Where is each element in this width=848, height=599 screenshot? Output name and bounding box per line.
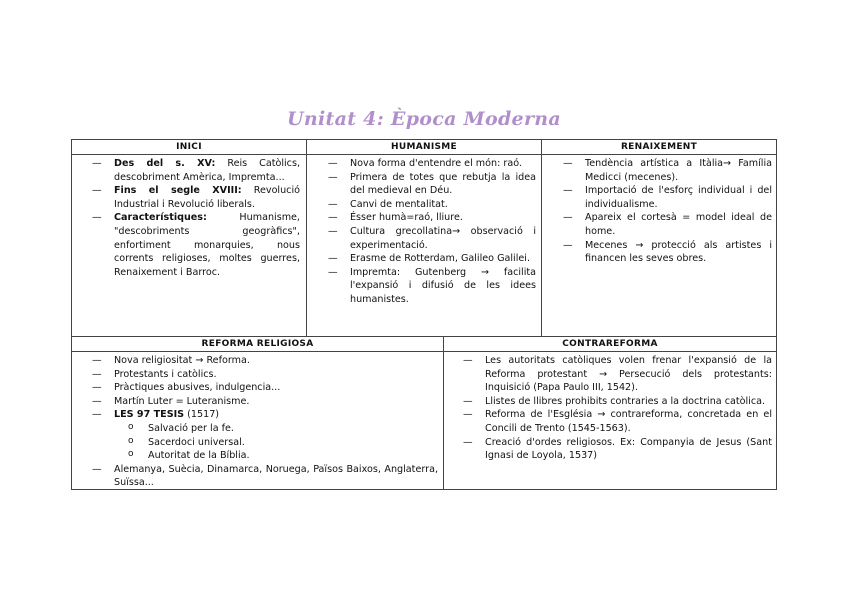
- sub-item: o Sacerdoci universal.: [90, 436, 438, 450]
- page-title: Unitat 4: Època Moderna: [287, 108, 561, 130]
- sub-item: o Autoritat de la Bíblia.: [90, 449, 438, 463]
- list-item: — Creació d'ordes religiosos. Ex: Companyia de Jesus (Sant Ignasi de Loyola, 1537): [461, 436, 772, 463]
- humanisme-header: HUMANISME: [307, 140, 541, 155]
- list-item: — Característiques: Humanisme, "descobriments geogràfics", enfortiment monarquies, nous corrents religioses, moltes guerres, Renaixement i Barroc.: [90, 211, 300, 279]
- list-item: — Canvi de mentalitat.: [326, 198, 536, 212]
- reforma-header: REFORMA RELIGIOSA: [72, 337, 443, 352]
- list-item: — Fins el segle XVIII: Revolució Industrial i Revolució liberals.: [90, 184, 300, 211]
- humanisme-content: [326, 157, 536, 307]
- list-item: — Les autoritats catòliques volen frenar l'expansió de la Reforma protestant → Persecució dels protestants: Inquisició (Papa Paulo III, 1542).: [461, 354, 772, 395]
- list-item: — Protestants i catòlics.: [90, 368, 438, 382]
- list-item: — Reforma de l'Església → contrareforma, concretada en el Concili de Trento (1545-1563).: [461, 408, 772, 435]
- list-item: — Des del s. XV: Reis Catòlics, descobriment Amèrica, Impremta...: [90, 157, 300, 184]
- sub-item: o Salvació per la fe.: [90, 422, 438, 436]
- list-item: — Importació de l'esforç individual i del individualisme.: [561, 184, 772, 211]
- renaixement-header: RENAIXEMENT: [542, 140, 776, 155]
- list-item: — Llistes de llibres prohibits contraries a la doctrina catòlica.: [461, 395, 772, 409]
- list-item: — Pràctiques abusives, indulgencia...: [90, 381, 438, 395]
- reforma-content: [90, 354, 438, 490]
- list-item: — Tendència artística a Itàlia→ Família Medicci (mecenes).: [561, 157, 772, 184]
- inici-header: INICI: [72, 140, 306, 155]
- list-item: — Cultura grecollatina→ observació i experimentació.: [326, 225, 536, 252]
- list-item: — Nova forma d'entendre el món: raó.: [326, 157, 536, 171]
- list-item: — Impremta: Gutenberg → facilita l'expansió i difusió de les idees humanistes.: [326, 266, 536, 307]
- list-item: — Nova religiositat → Reforma.: [90, 354, 438, 368]
- list-item: — Primera de totes que rebutja la idea del medieval en Déu.: [326, 171, 536, 198]
- list-item: — LES 97 TESIS (1517): [90, 408, 438, 422]
- contrareforma-content: [461, 354, 772, 463]
- inici-content: [90, 157, 300, 279]
- list-item: — Ésser humà=raó, lliure.: [326, 211, 536, 225]
- top-divider-1: [306, 139, 307, 337]
- list-item: — Apareix el cortesà = model ideal de home.: [561, 211, 772, 238]
- contrareforma-header: CONTRAREFORMA: [444, 337, 776, 352]
- list-item: — Mecenes → protecció als artistes i financen les seves obres.: [561, 239, 772, 266]
- top-divider-2: [541, 139, 542, 337]
- renaixement-content: [561, 157, 772, 266]
- list-item: — Martín Luter = Luteranisme.: [90, 395, 438, 409]
- list-item: — Alemanya, Suècia, Dinamarca, Noruega, Països Baixos, Anglaterra, Suïssa...: [90, 463, 438, 490]
- bottom-divider: [443, 336, 444, 490]
- list-item: — Erasme de Rotterdam, Galileo Galilei.: [326, 252, 536, 266]
